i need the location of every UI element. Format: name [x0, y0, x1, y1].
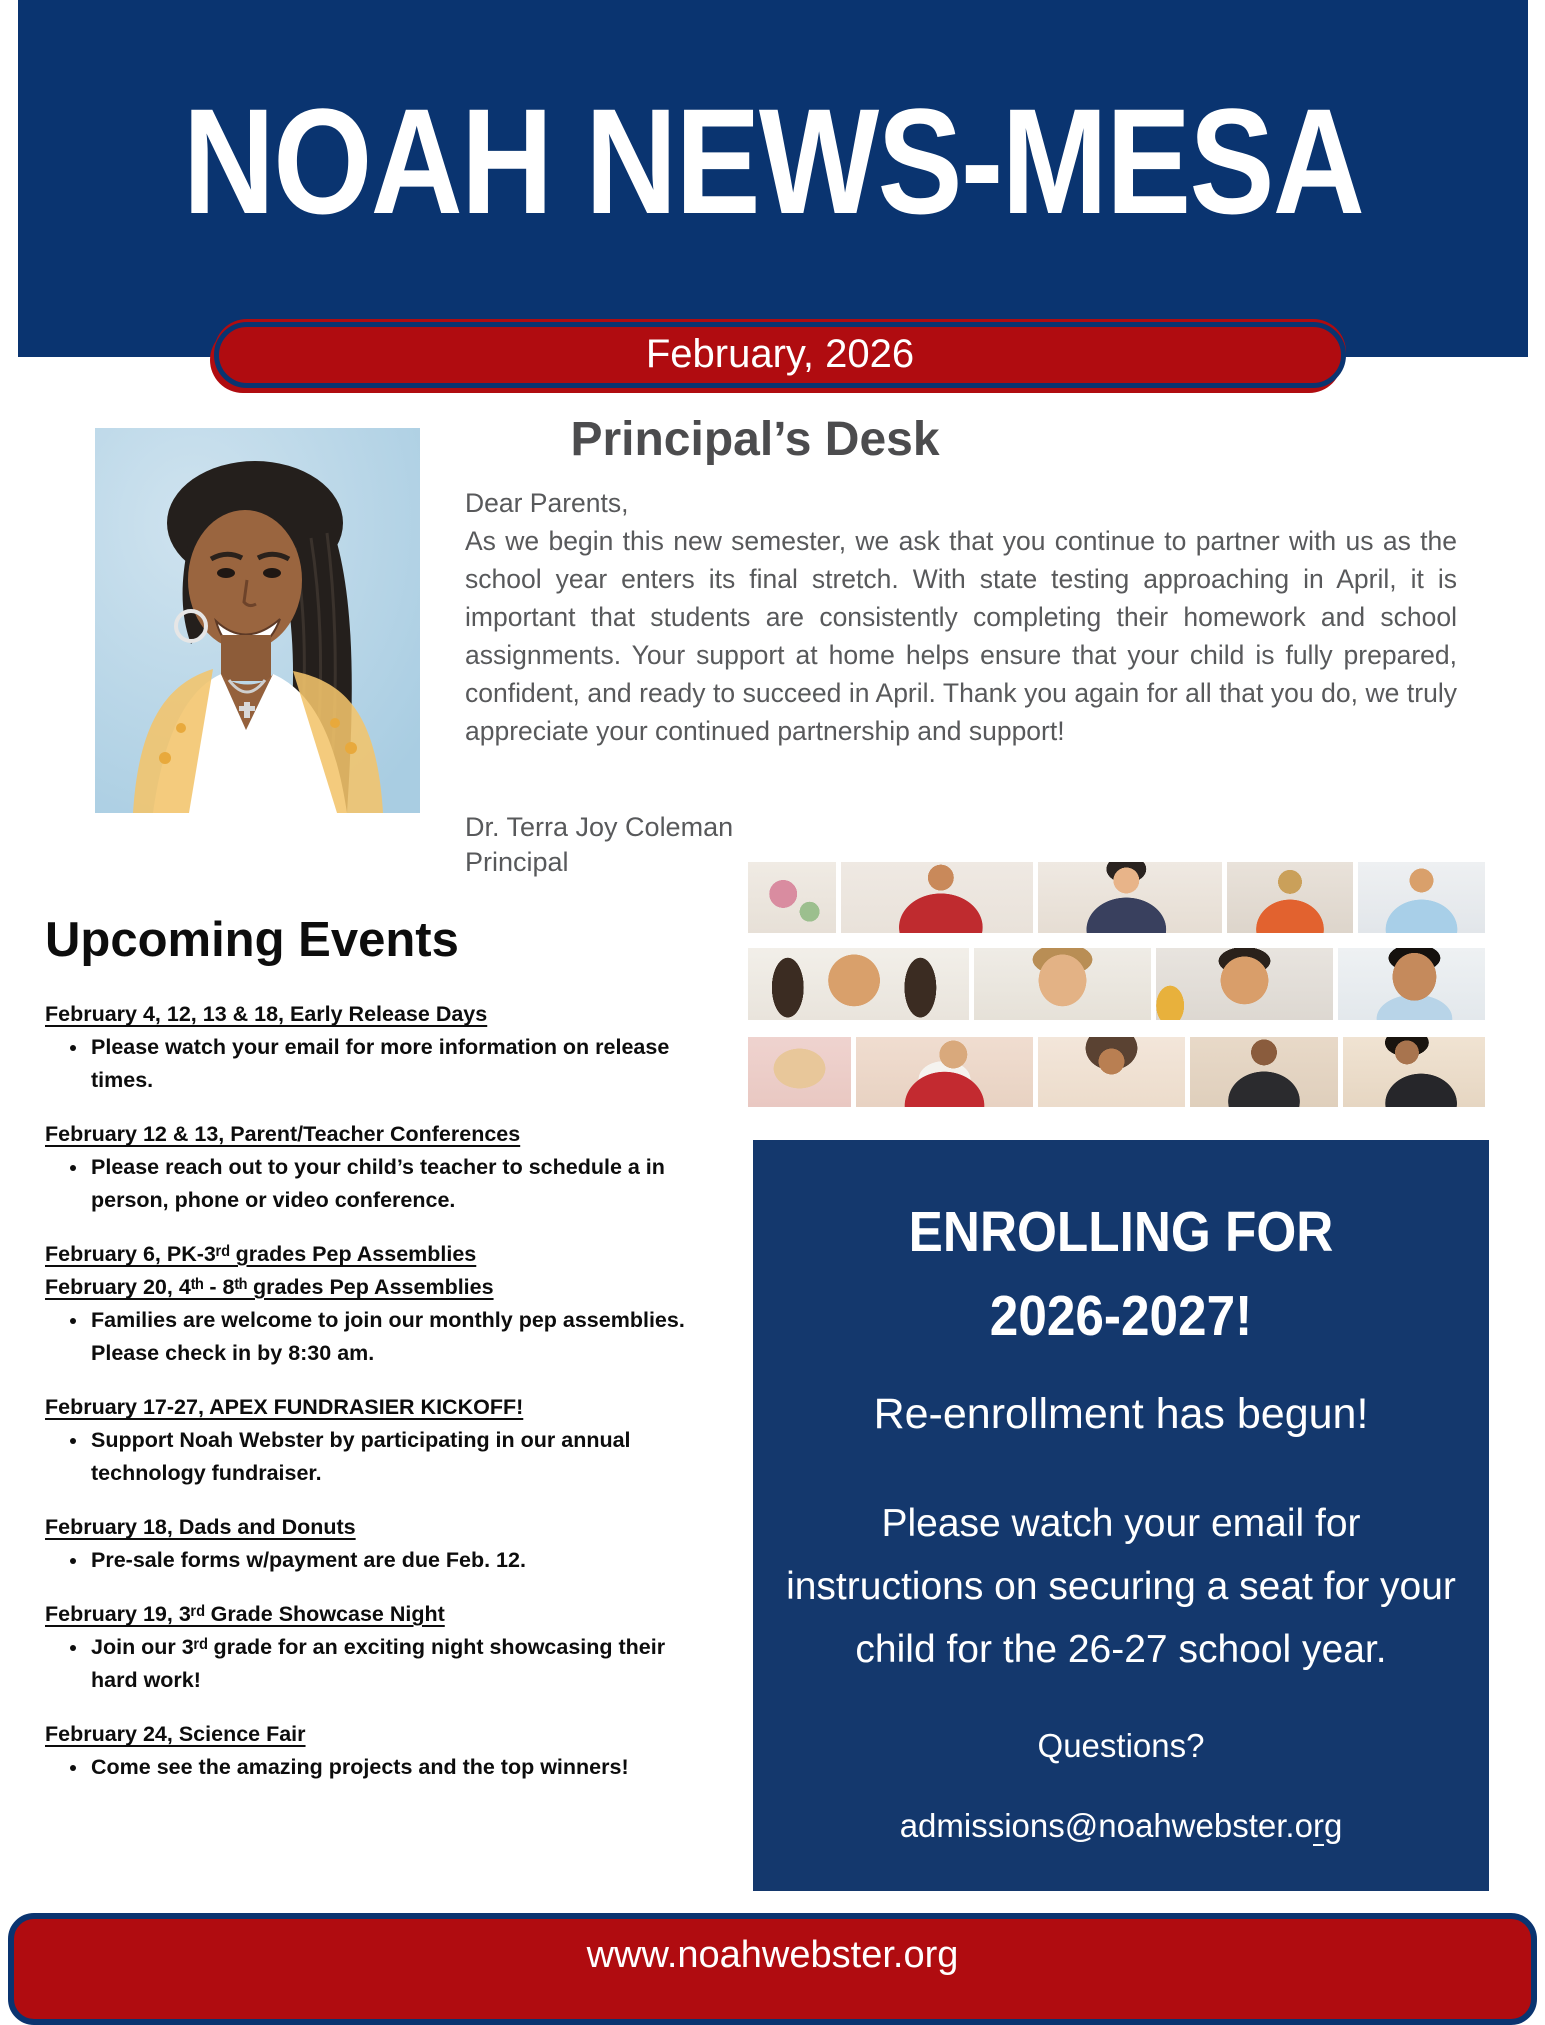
photo-collage-strip-1: [748, 862, 1485, 933]
newsletter-header: [18, 0, 1528, 357]
principals-desk-heading: Principal’s Desk: [570, 413, 940, 466]
event-item: [45, 1391, 713, 1490]
letter-signature: [465, 810, 733, 880]
collage-photo: [1343, 1037, 1485, 1107]
event-bullet: • Pre-sale forms w/payment are due Feb. 12.: [89, 1544, 713, 1577]
upcoming-events-heading: Upcoming Events: [45, 913, 459, 967]
event-bullet: • Please watch your email for more information on release times.: [89, 1031, 713, 1097]
event-item: [45, 1718, 713, 1784]
event-bullet: • Support Noah Webster by participating in our annual technology fundraiser.: [89, 1424, 713, 1490]
event-bullet: • Please reach out to your child’s teacher to schedule a in person, phone or video conference.: [89, 1151, 713, 1217]
footer-bar: [8, 1913, 1537, 2025]
event-bullet: • Come see the amazing projects and the top winners!: [89, 1751, 713, 1784]
collage-photo: [1038, 1037, 1185, 1107]
event-item: [45, 1511, 713, 1577]
event-title: February 24, Science Fair: [45, 1722, 306, 1746]
letter-body: As we begin this new semester, we ask that you continue to partner with us as the school year enters its final stretch. With state testing approaching in April, it is important that students are consistently completing their homework and school assignments. Your support at home helps ensure that your child is fully prepared, confident, and ready to succeed in April. Thank you again for all that you do, we truly appreciate your continued partnership and support!: [465, 526, 1457, 746]
newsletter-title: NOAH NEWS-MESA: [182, 77, 1364, 245]
events-list: [45, 998, 713, 1805]
collage-photo: [1038, 862, 1222, 933]
event-title-2: February 20, 4ᵗʰ - 8ᵗʰ grades Pep Assemblies: [45, 1275, 494, 1299]
photo-collage-strip-2: [748, 948, 1485, 1020]
principal-photo-illustration: [95, 428, 420, 813]
collage-photo: [748, 862, 836, 933]
enrollment-heading: [790, 1190, 1452, 1358]
collage-photo: [1190, 1037, 1337, 1107]
collage-photo: [856, 1037, 1033, 1107]
event-title: February 19, 3ʳᵈ Grade Showcase Night: [45, 1602, 445, 1626]
issue-date-banner: [214, 322, 1346, 388]
collage-photo: [1358, 862, 1485, 933]
enrollment-heading-line1: ENROLLING FOR: [908, 1200, 1334, 1264]
event-title: February 6, PK-3ʳᵈ grades Pep Assemblies: [45, 1242, 477, 1266]
enrollment-questions-label: Questions?: [1037, 1727, 1205, 1764]
event-bullet: • Families are welcome to join our monthly pep assemblies. Please check in by 8:30 am.: [89, 1304, 713, 1370]
enrollment-subheading: Re-enrollment has begun!: [873, 1390, 1369, 1438]
event-item: [45, 1598, 713, 1697]
principal-photo: [95, 428, 420, 813]
photo-collage-strip-3: [748, 1037, 1485, 1107]
collage-photo: [841, 862, 1033, 933]
issue-date-label: February, 2026: [645, 332, 915, 376]
signature-title: Principal: [465, 847, 569, 877]
collage-photo: [974, 948, 1151, 1020]
admissions-email[interactable]: admissions@noahwebster.org: [899, 1807, 1343, 1844]
signature-name: Dr. Terra Joy Coleman: [465, 812, 734, 842]
event-title: February 12 & 13, Parent/Teacher Conferences: [45, 1122, 521, 1146]
event-item: [45, 1238, 713, 1370]
event-title: February 4, 12, 13 & 18, Early Release Days: [45, 1002, 488, 1026]
collage-photo: [748, 948, 969, 1020]
footer-url[interactable]: www.noahwebster.org: [586, 1934, 959, 1976]
event-item: [45, 998, 713, 1097]
event-bullet: • Join our 3ʳᵈ grade for an exciting night showcasing their hard work!: [89, 1631, 713, 1697]
enrollment-box: [753, 1140, 1489, 1891]
principal-letter: [465, 484, 1457, 750]
event-title: February 17-27, APEX FUNDRASIER KICKOFF!: [45, 1395, 524, 1419]
enrollment-body: Please watch your email for instructions on securing a seat for your child for the 26-27 school year.: [786, 1502, 1456, 1671]
collage-photo: [1338, 948, 1485, 1020]
enrollment-heading-line2: 2026-2027!: [989, 1284, 1253, 1348]
collage-photo: [1156, 948, 1333, 1020]
collage-photo: [1227, 862, 1352, 933]
letter-salutation: Dear Parents,: [465, 488, 629, 518]
collage-photo: [748, 1037, 851, 1107]
event-title: February 18, Dads and Donuts: [45, 1515, 356, 1539]
event-item: [45, 1118, 713, 1217]
